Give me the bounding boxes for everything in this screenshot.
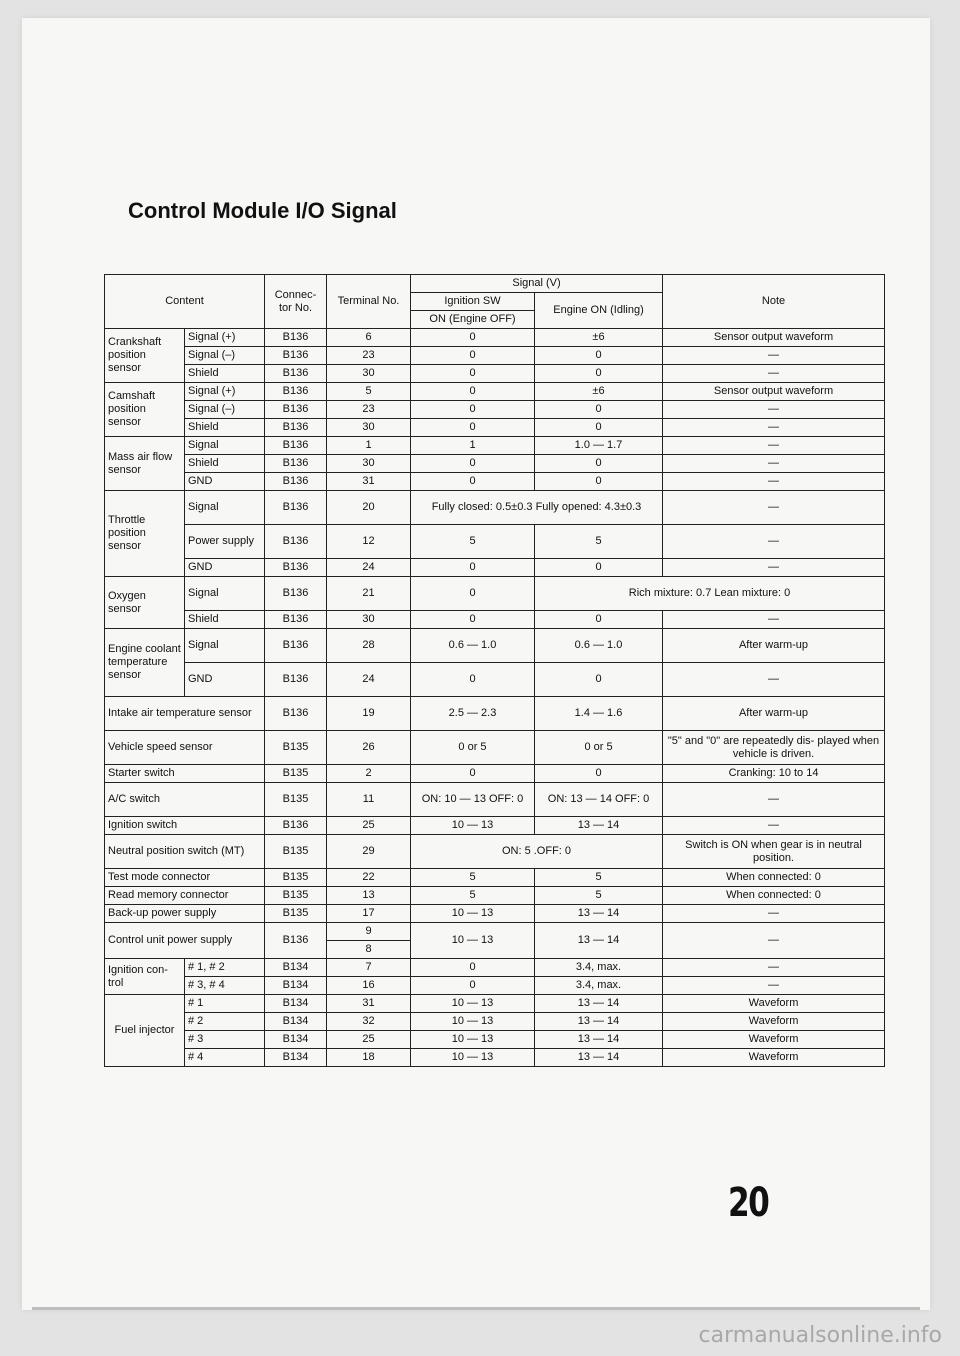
watermark: carmanualsonline.info (698, 1323, 942, 1348)
table-row (105, 765, 885, 783)
value-cell: 0 (411, 347, 535, 365)
value-cell: 0 (411, 401, 535, 419)
connector-cell: B135 (265, 731, 327, 765)
value-cell: 0 (535, 611, 663, 629)
sub-label: Shield (185, 365, 265, 383)
sub-label: # 3, # 4 (185, 977, 265, 995)
sub-label: # 2 (185, 1013, 265, 1031)
note-cell: Waveform (663, 1049, 885, 1067)
table-row (105, 629, 885, 663)
note-cell: — (663, 977, 885, 995)
value-cell: 3.4, max. (535, 959, 663, 977)
note-cell: — (663, 923, 885, 959)
connector-cell: B136 (265, 365, 327, 383)
table-row (105, 559, 885, 577)
value-cell: 5 (411, 869, 535, 887)
connector-cell: B136 (265, 347, 327, 365)
connector-cell: B136 (265, 817, 327, 835)
sub-label: Signal (185, 629, 265, 663)
table-row (105, 869, 885, 887)
note-cell: — (663, 663, 885, 697)
value-cell: 13 — 14 (535, 1013, 663, 1031)
table-row (105, 923, 885, 941)
page-edge (32, 1307, 920, 1310)
connector-cell: B134 (265, 1031, 327, 1049)
header-note: Note (663, 275, 885, 329)
connector-cell: B134 (265, 977, 327, 995)
value-cell: 0 (535, 455, 663, 473)
connector-cell: B135 (265, 783, 327, 817)
terminal-cell: 22 (327, 869, 411, 887)
value-cell: 10 — 13 (411, 1013, 535, 1031)
connector-cell: B136 (265, 401, 327, 419)
header-row (105, 275, 885, 293)
note-cell: — (663, 419, 885, 437)
connector-cell: B136 (265, 577, 327, 611)
value-cell: 0 (411, 365, 535, 383)
sub-label: GND (185, 473, 265, 491)
note-cell: — (663, 347, 885, 365)
note-cell: — (663, 525, 885, 559)
value-cell: 0 (535, 559, 663, 577)
terminal-cell: 28 (327, 629, 411, 663)
value-cell: 0 (411, 977, 535, 995)
terminal-cell: 5 (327, 383, 411, 401)
terminal-cell: 1 (327, 437, 411, 455)
sub-label: # 3 (185, 1031, 265, 1049)
table-row (105, 817, 885, 835)
value-cell: 0 (535, 347, 663, 365)
value-cell: 13 — 14 (535, 995, 663, 1013)
terminal-cell: 23 (327, 401, 411, 419)
group-coolant: Engine coolant temperature sensor (105, 629, 185, 697)
note-cell: — (663, 491, 885, 525)
table-row (105, 1013, 885, 1031)
value-cell: 10 — 13 (411, 1031, 535, 1049)
value-cell: 0 (411, 329, 535, 347)
table-row (105, 663, 885, 697)
note-cell: — (663, 959, 885, 977)
group-neutral: Neutral position switch (MT) (105, 835, 265, 869)
value-cell: 5 (535, 887, 663, 905)
connector-cell: B135 (265, 869, 327, 887)
table-row (105, 611, 885, 629)
terminal-cell: 26 (327, 731, 411, 765)
value-cell: 0 (535, 419, 663, 437)
table-row (105, 697, 885, 731)
connector-cell: B136 (265, 663, 327, 697)
group-crankshaft: Crankshaft position sensor (105, 329, 185, 383)
note-cell: After warm-up (663, 629, 885, 663)
table-row (105, 1049, 885, 1067)
connector-cell: B135 (265, 835, 327, 869)
terminal-cell: 25 (327, 817, 411, 835)
terminal-cell: 7 (327, 959, 411, 977)
terminal-cell: 13 (327, 887, 411, 905)
group-ac: A/C switch (105, 783, 265, 817)
table-row (105, 835, 885, 869)
value-cell: 0 (411, 455, 535, 473)
table-row (105, 473, 885, 491)
table-row (105, 905, 885, 923)
sub-label: # 4 (185, 1049, 265, 1067)
connector-cell: B136 (265, 923, 327, 959)
value-cell: Fully closed: 0.5±0.3 Fully opened: 4.3±0.3 (411, 491, 663, 525)
sub-label: Signal (185, 577, 265, 611)
group-vehicle-speed: Vehicle speed sensor (105, 731, 265, 765)
value-cell: 0 (535, 401, 663, 419)
table-row (105, 731, 885, 765)
sub-label: Shield (185, 611, 265, 629)
terminal-cell: 30 (327, 365, 411, 383)
sub-label: Signal (+) (185, 383, 265, 401)
terminal-cell: 30 (327, 419, 411, 437)
value-cell: ON: 13 — 14 OFF: 0 (535, 783, 663, 817)
value-cell: 10 — 13 (411, 995, 535, 1013)
sub-label: Shield (185, 419, 265, 437)
value-cell: 1 (411, 437, 535, 455)
table-row (105, 977, 885, 995)
note-cell: — (663, 783, 885, 817)
group-camshaft: Camshaft position sensor (105, 383, 185, 437)
note-cell: — (663, 437, 885, 455)
note-cell: — (663, 559, 885, 577)
connector-cell: B136 (265, 629, 327, 663)
value-cell: 0 (535, 365, 663, 383)
connector-cell: B136 (265, 419, 327, 437)
note-cell: Waveform (663, 1013, 885, 1031)
group-fuel-injector: Fuel injector (105, 995, 185, 1067)
group-ignition-control: Ignition con- trol (105, 959, 185, 995)
connector-cell: B136 (265, 329, 327, 347)
group-oxygen: Oxygen sensor (105, 577, 185, 629)
connector-cell: B136 (265, 383, 327, 401)
note-cell: Waveform (663, 1031, 885, 1049)
group-starter: Starter switch (105, 765, 265, 783)
terminal-cell: 31 (327, 995, 411, 1013)
sub-label: Signal (–) (185, 347, 265, 365)
io-signal-table (104, 274, 885, 1067)
header-connector (265, 275, 327, 329)
sub-label: Signal (185, 491, 265, 525)
table-row (105, 401, 885, 419)
header-terminal: Terminal No. (327, 275, 411, 329)
value-cell: 1.4 — 1.6 (535, 697, 663, 731)
terminal-cell: 16 (327, 977, 411, 995)
value-cell: ON: 5 .OFF: 0 (411, 835, 663, 869)
connector-cell: B134 (265, 995, 327, 1013)
table-row (105, 959, 885, 977)
note-cell: — (663, 817, 885, 835)
note-cell: — (663, 365, 885, 383)
table-row (105, 577, 885, 611)
group-throttle: Throttle position sensor (105, 491, 185, 577)
note-cell: Sensor output waveform (663, 383, 885, 401)
value-cell: 0 (535, 663, 663, 697)
table-row (105, 491, 885, 525)
terminal-cell: 31 (327, 473, 411, 491)
terminal-cell: 2 (327, 765, 411, 783)
terminal-cell: 30 (327, 611, 411, 629)
sub-label: Signal (–) (185, 401, 265, 419)
group-mass-air-flow: Mass air flow sensor (105, 437, 185, 491)
connector-cell: B135 (265, 905, 327, 923)
table-row (105, 419, 885, 437)
connector-cell: B134 (265, 1049, 327, 1067)
connector-cell: B136 (265, 455, 327, 473)
connector-cell: B136 (265, 473, 327, 491)
terminal-cell: 24 (327, 559, 411, 577)
terminal-cell: 12 (327, 525, 411, 559)
sub-label: # 1 (185, 995, 265, 1013)
value-cell: 0 or 5 (535, 731, 663, 765)
table-row (105, 383, 885, 401)
table-row (105, 525, 885, 559)
value-cell: 0 (411, 419, 535, 437)
page-number: 20 (728, 1180, 769, 1226)
value-cell: 5 (411, 887, 535, 905)
value-cell: 0.6 — 1.0 (535, 629, 663, 663)
value-cell: 0 (411, 577, 535, 611)
value-cell: 13 — 14 (535, 905, 663, 923)
header-connector-1: Connec- (274, 288, 317, 301)
header-ignition-sw: Ignition SW (411, 293, 535, 311)
value-cell: 5 (535, 869, 663, 887)
note-cell: Switch is ON when gear is in neutral position. (663, 835, 885, 869)
note-cell: — (663, 401, 885, 419)
value-cell: 13 — 14 (535, 1031, 663, 1049)
table-row (105, 1031, 885, 1049)
header-connector-2: tor No. (278, 301, 312, 314)
value-cell: 0 (411, 765, 535, 783)
value-cell: 0 (535, 473, 663, 491)
terminal-cell: 11 (327, 783, 411, 817)
table-row (105, 365, 885, 383)
sub-label: Signal (+) (185, 329, 265, 347)
value-cell: 0 (411, 473, 535, 491)
value-cell: 13 — 14 (535, 817, 663, 835)
connector-cell: B134 (265, 1013, 327, 1031)
terminal-cell: 6 (327, 329, 411, 347)
value-cell: 13 — 14 (535, 923, 663, 959)
note-cell: — (663, 905, 885, 923)
value-cell: 2.5 — 2.3 (411, 697, 535, 731)
sub-label: Shield (185, 455, 265, 473)
table-row (105, 995, 885, 1013)
header-signal: Signal (V) (411, 275, 663, 293)
header-on-engine-off: ON (Engine OFF) (411, 311, 535, 329)
value-cell: 0 or 5 (411, 731, 535, 765)
value-cell: 0 (411, 663, 535, 697)
value-cell: ON: 10 — 13 OFF: 0 (411, 783, 535, 817)
header-engine-on: Engine ON (Idling) (535, 293, 663, 329)
terminal-cell: 8 (327, 941, 411, 959)
terminal-cell: 29 (327, 835, 411, 869)
note-cell: Sensor output waveform (663, 329, 885, 347)
value-cell: 0 (535, 765, 663, 783)
terminal-cell: 18 (327, 1049, 411, 1067)
sub-label: Signal (185, 437, 265, 455)
terminal-cell: 32 (327, 1013, 411, 1031)
sub-label: # 1, # 2 (185, 959, 265, 977)
group-cu-power: Control unit power supply (105, 923, 265, 959)
connector-cell: B136 (265, 611, 327, 629)
note-cell: Waveform (663, 995, 885, 1013)
group-test-mode: Test mode connector (105, 869, 265, 887)
value-cell: 0 (411, 383, 535, 401)
connector-cell: B135 (265, 765, 327, 783)
value-cell: Rich mixture: 0.7 Lean mixture: 0 (535, 577, 885, 611)
table-row (105, 887, 885, 905)
header-content: Content (105, 275, 265, 329)
connector-cell: B136 (265, 697, 327, 731)
terminal-cell: 20 (327, 491, 411, 525)
terminal-cell: 30 (327, 455, 411, 473)
value-cell: 1.0 — 1.7 (535, 437, 663, 455)
note-cell: "5" and "0" are repeatedly dis- played when vehicle is driven. (663, 731, 885, 765)
sub-label: Power supply (185, 525, 265, 559)
note-cell: Cranking: 10 to 14 (663, 765, 885, 783)
value-cell: 0 (411, 559, 535, 577)
table-row (105, 783, 885, 817)
group-intake-air: Intake air temperature sensor (105, 697, 265, 731)
connector-cell: B135 (265, 887, 327, 905)
note-cell: When connected: 0 (663, 869, 885, 887)
group-ignition-switch: Ignition switch (105, 817, 265, 835)
terminal-cell: 19 (327, 697, 411, 731)
terminal-cell: 25 (327, 1031, 411, 1049)
value-cell: 10 — 13 (411, 1049, 535, 1067)
note-cell: — (663, 611, 885, 629)
value-cell: 10 — 13 (411, 817, 535, 835)
value-cell: 5 (411, 525, 535, 559)
value-cell: 0 (411, 611, 535, 629)
note-cell: — (663, 473, 885, 491)
note-cell: When connected: 0 (663, 887, 885, 905)
group-read-memory: Read memory connector (105, 887, 265, 905)
table-row (105, 455, 885, 473)
note-cell: After warm-up (663, 697, 885, 731)
terminal-cell: 21 (327, 577, 411, 611)
value-cell: 0 (411, 959, 535, 977)
sub-label: GND (185, 663, 265, 697)
value-cell: ±6 (535, 383, 663, 401)
connector-cell: B136 (265, 559, 327, 577)
page-title: Control Module I/O Signal (128, 198, 397, 223)
table-row (105, 329, 885, 347)
table-row (105, 347, 885, 365)
group-backup: Back-up power supply (105, 905, 265, 923)
sub-label: GND (185, 559, 265, 577)
terminal-cell: 17 (327, 905, 411, 923)
table-row (105, 437, 885, 455)
value-cell: 10 — 13 (411, 905, 535, 923)
value-cell: 13 — 14 (535, 1049, 663, 1067)
value-cell: 0.6 — 1.0 (411, 629, 535, 663)
terminal-cell: 23 (327, 347, 411, 365)
value-cell: ±6 (535, 329, 663, 347)
connector-cell: B136 (265, 525, 327, 559)
note-cell: — (663, 455, 885, 473)
connector-cell: B134 (265, 959, 327, 977)
value-cell: 3.4, max. (535, 977, 663, 995)
connector-cell: B136 (265, 437, 327, 455)
value-cell: 10 — 13 (411, 923, 535, 959)
terminal-cell: 9 (327, 923, 411, 941)
connector-cell: B136 (265, 491, 327, 525)
value-cell: 5 (535, 525, 663, 559)
terminal-cell: 24 (327, 663, 411, 697)
